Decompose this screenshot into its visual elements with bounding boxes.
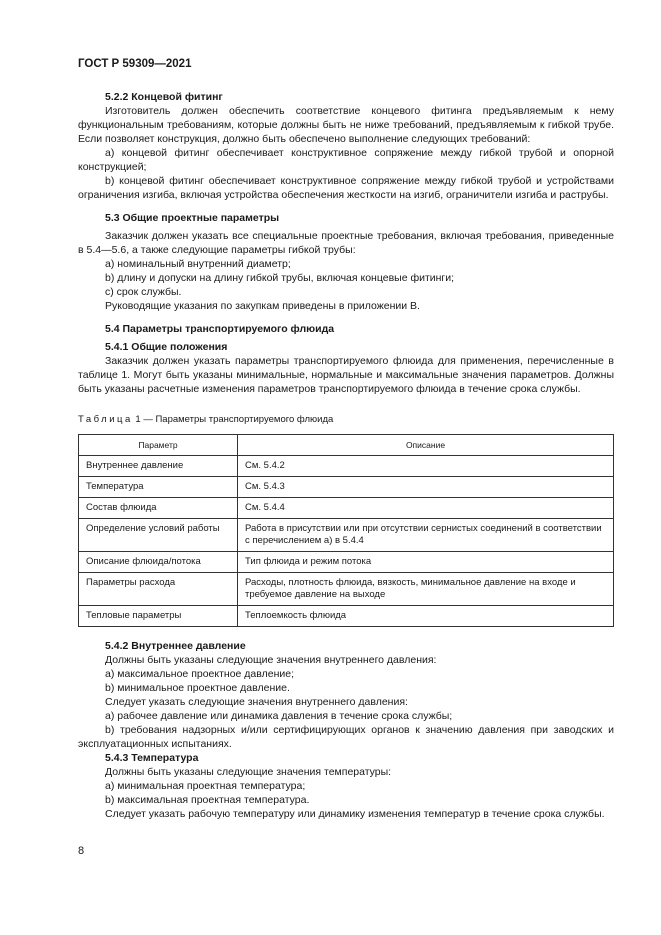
table-row: [79, 456, 614, 477]
table-cell: См. 5.4.3: [238, 477, 614, 498]
table-cell: Определение условий работы: [79, 519, 238, 552]
table-row: [79, 477, 614, 498]
list-item: a) минимальная проектная температура;: [105, 780, 306, 792]
paragraph: Заказчик должен указать параметры транспортируемого флюида для применения, перечисленные в таблице 1. Могут быть указаны минимальные, нормальные и максимальные значения параметров. Должны быть указаны расчетные изменения параметров транспортируемого флюида в течение срока службы.: [78, 355, 614, 395]
table-row: [79, 519, 614, 552]
section-5-4-title: 5.4 Параметры транспортируемого флюида: [105, 323, 335, 335]
table-caption: [78, 413, 614, 427]
table-header-row: [79, 435, 614, 456]
page-number: 8: [78, 845, 85, 857]
table-cell: Параметры расхода: [79, 573, 238, 606]
section-5-3-title: 5.3 Общие проектные параметры: [105, 212, 280, 224]
paragraph: Следует указать рабочую температуру или динамику изменения температур в течение срока службы.: [105, 808, 605, 820]
section-5-2-2-title: 5.2.2 Концевой фитинг: [105, 91, 223, 103]
table-row: [79, 606, 614, 627]
table-cell: Состав флюида: [79, 498, 238, 519]
table-cell: Температура: [79, 477, 238, 498]
table-cell: Тип флюида и режим потока: [238, 552, 614, 573]
list-item: a) рабочее давление или динамика давления в течение срока службы;: [105, 710, 453, 722]
table-cell: Описание флюида/потока: [79, 552, 238, 573]
list-item: c) срок службы.: [105, 286, 182, 298]
table-row: [79, 498, 614, 519]
section-5-4-1-title: 5.4.1 Общие положения: [105, 341, 228, 353]
table-cell: Тепловые параметры: [79, 606, 238, 627]
list-item: a) концевой фитинг обеспечивает конструктивное сопряжение между гибкой трубой и опорной конструкцией;: [78, 147, 614, 173]
table-cell: Внутреннее давление: [79, 456, 238, 477]
list-item: b) длину и допуски на длину гибкой трубы, включая концевые фитинги;: [105, 272, 455, 284]
parameters-table: [78, 434, 614, 627]
column-header-description: Описание: [238, 435, 614, 456]
list-item: a) номинальный внутренний диаметр;: [105, 258, 291, 270]
list-item: b) концевой фитинг обеспечивает конструктивное сопряжение между гибкой трубой и устройствами ограничения изгиба, включая устройства обеспечения жесткости на изгиб, ограничители изгиба и раструбы.: [78, 175, 614, 201]
page-body: [78, 90, 614, 821]
paragraph: Следует указать следующие значения внутреннего давления:: [105, 696, 408, 708]
table-label: Таблица: [78, 414, 133, 425]
list-item: b) требования надзорных и/или сертифицирующих органов к значению давления при заводских и эксплуатационных испытаниях.: [78, 724, 614, 750]
section-5-4-3-title: 5.4.3 Температура: [105, 752, 199, 764]
paragraph: Должны быть указаны следующие значения внутреннего давления:: [105, 654, 437, 666]
list-item: a) максимальное проектное давление;: [105, 668, 294, 680]
table-cell: Теплоемкость флюида: [238, 606, 614, 627]
paragraph: Руководящие указания по закупкам приведены в приложении В.: [105, 300, 420, 312]
section-5-4-2-title: 5.4.2 Внутреннее давление: [105, 640, 246, 652]
paragraph: Изготовитель должен обеспечить соответствие концевого фитинга предъявляемым к нему функциональным требованиям, которые должны быть не ниже требований, предъявляемым к гибкой трубе. Если позволяет конструкция, должно быть обеспечено выполнение следующих требований:: [78, 105, 614, 145]
table-cell: Расходы, плотность флюида, вязкость, минимальное давление на входе и требуемое давление на выходе: [238, 573, 614, 606]
list-item: b) минимальное проектное давление.: [105, 682, 290, 694]
table-cell: См. 5.4.2: [238, 456, 614, 477]
table-caption-text: 1 — Параметры транспортируемого флюида: [135, 414, 334, 425]
paragraph: Заказчик должен указать все специальные проектные требования, включая требования, приведенные в 5.4—5.6, а также следующие параметры гибкой трубы:: [78, 230, 614, 256]
document-header: ГОСТ Р 59309—2021: [78, 58, 192, 70]
table-row: [79, 552, 614, 573]
table-cell: Работа в присутствии или при отсутствии сернистых соединений в соответствии с перечислением а) в 5.4.4: [238, 519, 614, 552]
list-item: b) максимальная проектная температура.: [105, 794, 310, 806]
table-cell: См. 5.4.4: [238, 498, 614, 519]
paragraph: Должны быть указаны следующие значения температуры:: [105, 766, 392, 778]
column-header-parameter: Параметр: [79, 435, 238, 456]
table-row: [79, 573, 614, 606]
